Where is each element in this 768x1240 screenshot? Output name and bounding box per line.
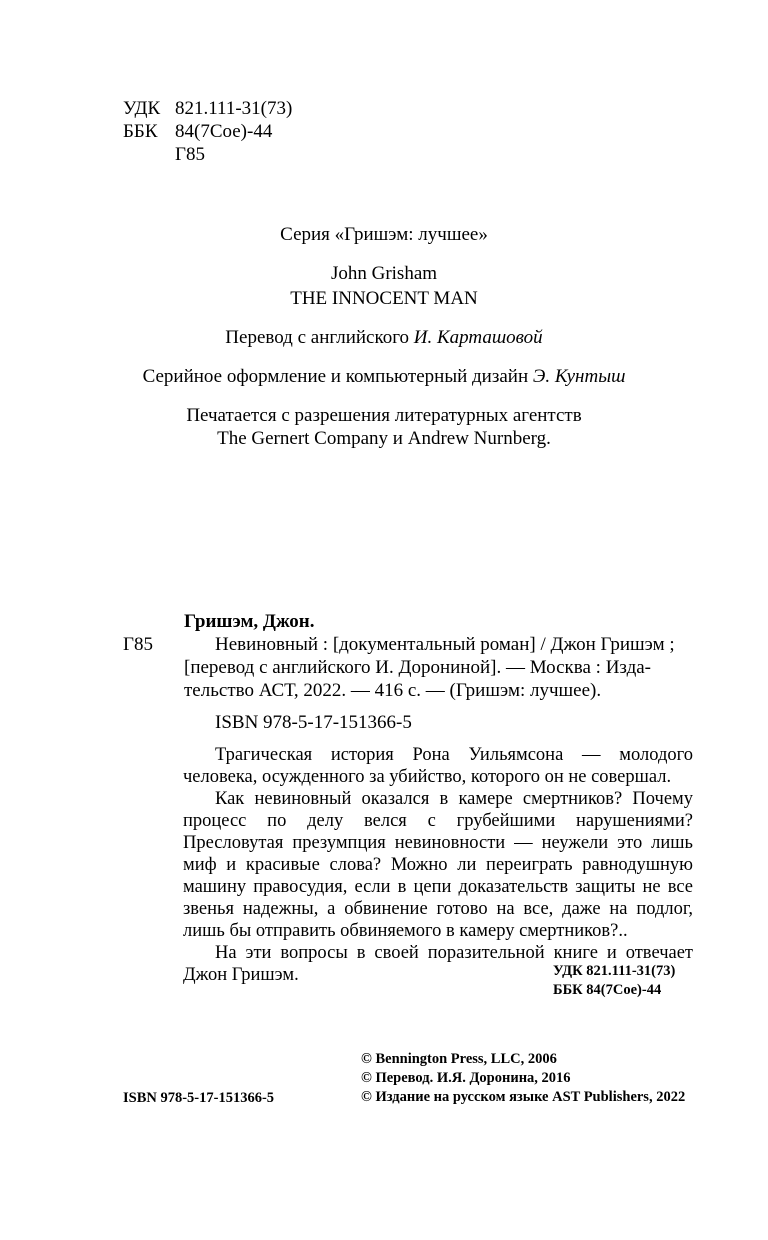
permission-line-2: The Gernert Company и Andrew Nurnberg. xyxy=(217,428,551,449)
translation-line xyxy=(0,327,768,349)
copyright-block xyxy=(361,1050,685,1107)
annotation-paragraph: На эти вопросы в своей поразительной книге и отвечает Джон Гришэм. xyxy=(183,943,693,985)
designer-name: Э. Кунтыш xyxy=(532,366,626,387)
author-sign: Г85 xyxy=(175,144,205,165)
catalog-line-3: тельство АСТ, 2022. — 416 с. — (Гришэм: лучшее). xyxy=(184,680,602,701)
udk-label: УДК xyxy=(123,98,161,119)
translation-text: Перевод с английского xyxy=(225,327,410,348)
annotation-paragraph: Трагическая история Рона Уильямсона — молодого человека, осужденного за убийство, которого он не совершал. xyxy=(183,745,693,787)
bottom-bbk: ББК 84(7Сое)-44 xyxy=(553,982,662,998)
annotation xyxy=(183,744,693,986)
bottom-udk: УДК 821.111-31(73) xyxy=(553,963,676,979)
bottom-isbn: ISBN 978-5-17-151366-5 xyxy=(123,1090,275,1106)
original-title: THE INNOCENT MAN xyxy=(290,288,478,309)
series-line: Серия «Гришэм: лучшее» xyxy=(280,224,488,245)
design-line xyxy=(0,366,768,388)
copyright-line: © Перевод. И.Я. Доронина, 2016 xyxy=(361,1070,571,1086)
bbk-value: 84(7Сое)-44 xyxy=(175,121,273,142)
catalog-sign: Г85 xyxy=(123,634,153,655)
catalog-isbn: ISBN 978-5-17-151366-5 xyxy=(215,712,412,733)
copyright-line: © Bennington Press, LLC, 2006 xyxy=(361,1051,557,1067)
catalog-line-2: [перевод с английского И. Дорониной]. — Москва : Изда- xyxy=(184,657,652,678)
annotation-paragraph: Как невиновный оказался в камере смертников? Почему процесс по делу велся с грубейшими нарушениями? Пресловутая презумпция невиновности — неужели это лишь миф и красивые слова? Можно ли переиграть равнодушную машину правосудия, если в цепи доказательств защиты не все звенья надежны, а обвинение готово на все, даже на подлог, лишь бы отправить обвиняемого в камеру смертников?.. xyxy=(183,789,693,941)
catalog-author-heading: Гришэм, Джон. xyxy=(184,611,315,632)
design-text: Серийное оформление и компьютерный дизайн xyxy=(142,366,529,387)
udk-value: 821.111-31(73) xyxy=(175,98,293,119)
permission-line-1: Печатается с разрешения литературных агентств xyxy=(186,405,582,426)
original-author: John Grisham xyxy=(330,263,438,284)
translator-name: И. Карташовой xyxy=(413,327,543,348)
bbk-label: ББК xyxy=(123,121,158,142)
copyright-line: © Издание на русском языке AST Publishers, 2022 xyxy=(361,1089,686,1105)
catalog-line-1: Невиновный : [документальный роман] / Джон Гришэм ; xyxy=(215,634,675,655)
